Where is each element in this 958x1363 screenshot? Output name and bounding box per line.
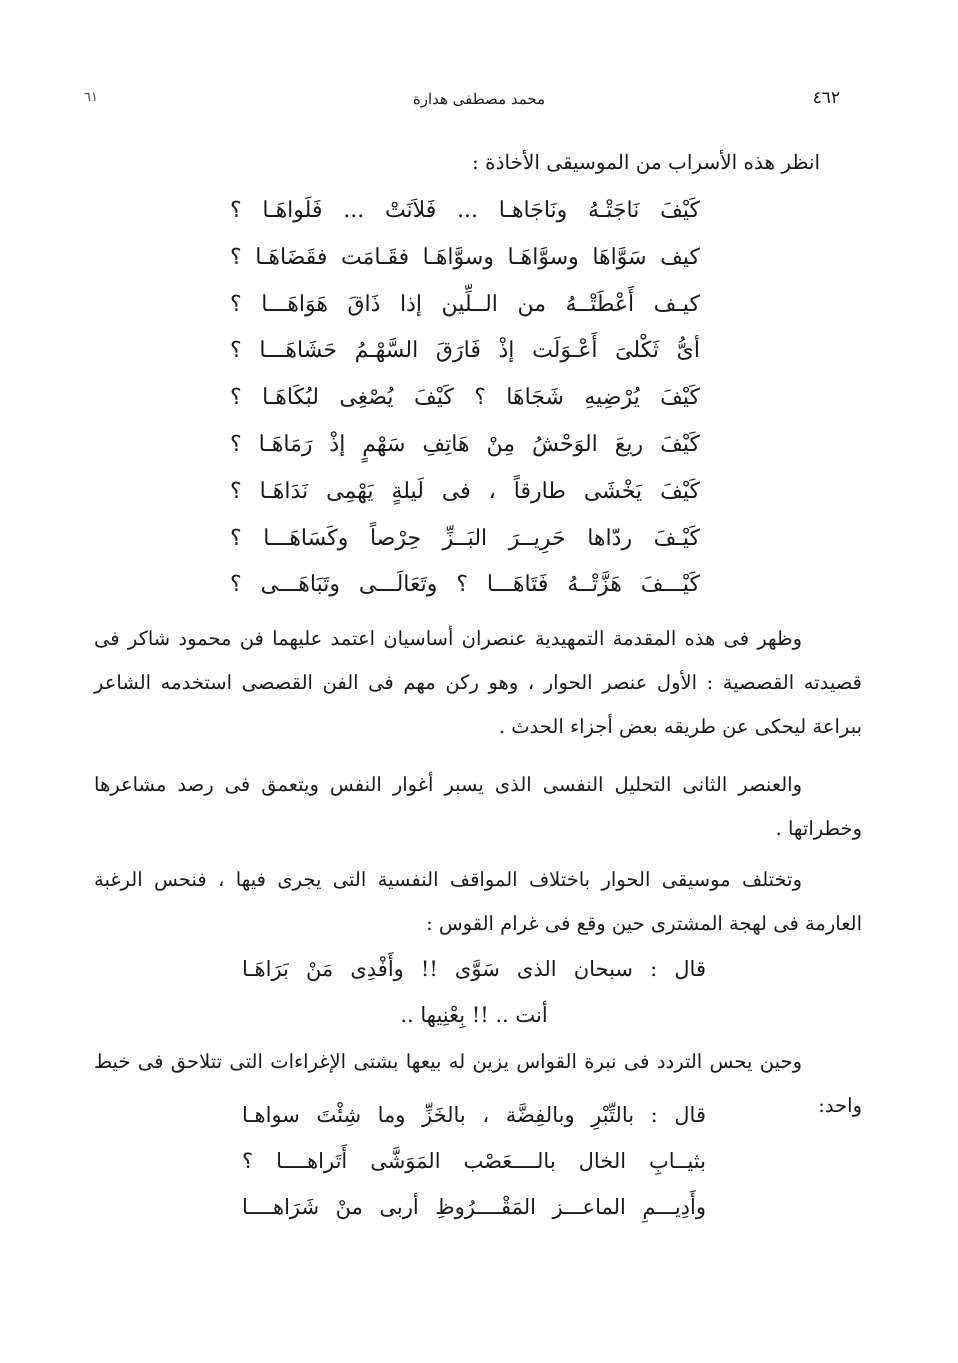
paragraph — [94, 858, 862, 946]
dialog-block — [242, 1092, 706, 1230]
verse-line: كَيْفَ نَاجَتْـهُ ونَاجَاهـا ... فَلاَنَتْ ... فَلَواهَـا ؟ — [230, 198, 700, 223]
verse-line: كَيْفَ ريعَ الوَحْشُ مِنْ هَاتِفِ سَهْمٍ إذْ رَمَاهَـا ؟ — [230, 431, 700, 457]
intro-line: انظر هذه الأسراب من الموسيقى الأخاذة : — [472, 150, 820, 174]
dialog-line: قال : سبحان الذى سَوَّى !! وأَفْدِى مَنْ بَرَاهَـا — [242, 957, 706, 981]
verse-line: كَيْـفَ ردّاها حَرِيــرَ البَــزِّ حِرْصاً وكَسَاهَـــا ؟ — [230, 525, 700, 551]
dialog-line: وأَدِيـــمِ الماعـــز المَقْــــرُوظِ أربى منْ شَرَاهــــا — [242, 1195, 706, 1219]
dialog-block — [242, 946, 706, 1038]
dialog-line: قال : بالتِّبْرِ وبالفِضَّة ، بالخَزِّ وما شِئْتَ سواهـا — [242, 1103, 706, 1127]
running-header-author: محمد مصطفى هدارة — [412, 90, 546, 108]
verse-line: كيـف أَعْطَتْــهُ من الــلِّين إذا ذَاقَ هَوَاهَـــا ؟ — [230, 291, 700, 317]
header-side-mark: ٦١ — [84, 90, 98, 105]
paragraph-text: والعنصر الثانى التحليل النفسى الذى يسبر أغوار النفس ويتعمق فى رصد مشاعرها وخطراتها . — [94, 773, 862, 840]
paragraph — [94, 617, 862, 749]
verse-line: كَيْـــفَ هَزَّتْــهُ فَتَاهَـــا ؟ وتَعَالَـــى وتَبَاهَـــى ؟ — [230, 572, 700, 598]
dialog-line: أنت .. !! بِعْنِيها .. — [400, 1003, 548, 1027]
paragraph — [94, 763, 862, 851]
verse-block — [230, 188, 700, 609]
page-number: ٤٦٢ — [812, 88, 840, 108]
paragraph-text: وتختلف موسيقى الحوار باختلاف المواقف النفسية التى يجرى فيها ، فنحس الرغبة العارمة فى لهجة المشترى حين وقع فى غرام القوس : — [94, 868, 862, 935]
verse-line: أىُّ ثَكْلىَ أَعْـوَلَت إذْ فَارَقَ السَّهْـمُ حَشَاهَـــا ؟ — [230, 338, 700, 364]
paragraph-text: وظهر فى هذه المقدمة التمهيدية عنصران أساسيان اعتمد عليهما فن محمود شاكر فى قصيدته القصصية : الأول عنصر الحوار ، وهو ركن مهم فى الفن القصصى استخدمه الشاعر ببراعة ليحكى عن طريقه بعض أجزاء الحدث . — [94, 627, 862, 738]
paragraph-text: وحين يحس التردد فى نبرة القواس يزين له بيعها بشتى الإغراءات التى تتلاحق فى خيط واحد: — [94, 1050, 862, 1117]
dialog-line: بثيــابِ الخال بالــــعَصْب المَوَشَّى أَتَراهــــا ؟ — [242, 1149, 706, 1173]
verse-line: كَيْفَ يَخْشَى طارقاً ، فى لَيلةٍ يَهْمِى نَدَاهَـا ؟ — [230, 478, 700, 504]
verse-line: كيف سَوَّاهَا وسوَّاهَـا وسوَّاهَـا فقَـامَت فقَضَاهَـا ؟ — [230, 244, 700, 270]
verse-line: كَيْفَ يُرْضِيهِ شَجَاهَا ؟ كَيْفَ يُصْغِى لبُكَاهَـا ؟ — [230, 385, 700, 411]
